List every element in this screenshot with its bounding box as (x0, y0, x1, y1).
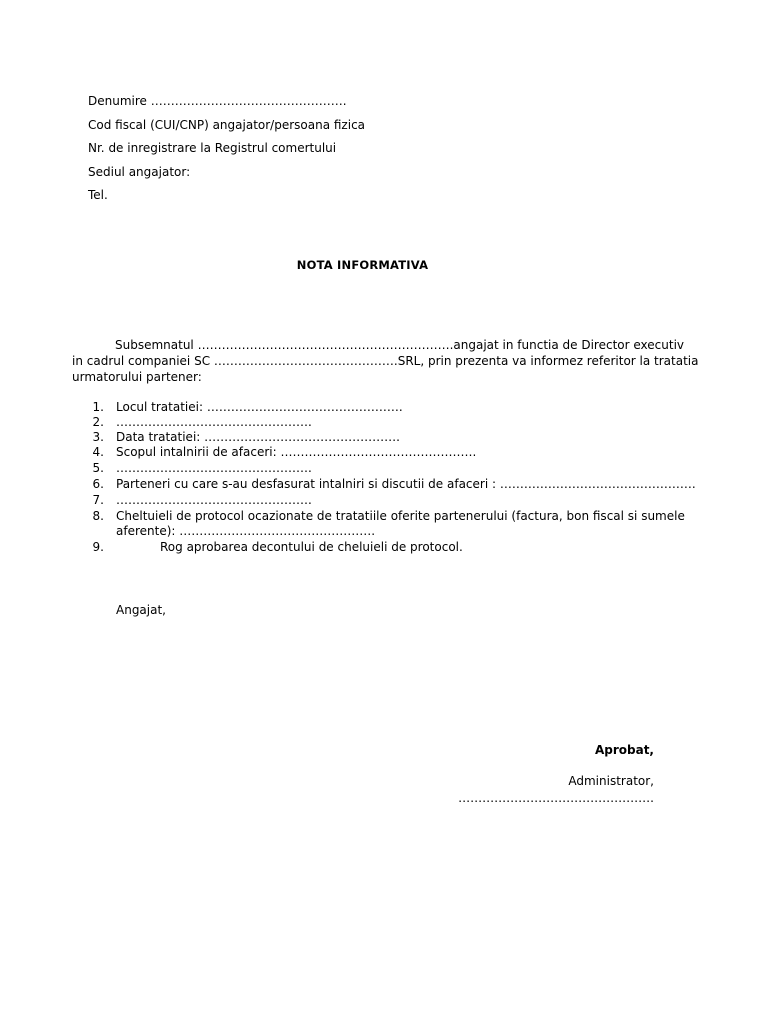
cod-fiscal-line: Cod fiscal (CUI/CNP) angajator/persoana fizica (88, 118, 366, 132)
document-title: NOTA INFORMATIVA (296, 258, 429, 272)
list-item-number: 7. (92, 493, 104, 507)
list-item-text: Locul tratatiei: …………………………………………. (116, 400, 403, 414)
list-item-number: 1. (92, 400, 104, 414)
list-item-number: 6. (92, 477, 104, 491)
list-item-text-continued: aferente): …………………………………………. (116, 524, 376, 538)
list-item-text: …………………………………………. (116, 415, 312, 429)
paragraph-line-1 (115, 337, 685, 353)
sediul-line: Sediul angajator: (88, 165, 191, 179)
list-item-number: 9. (92, 540, 104, 554)
list-item-number: 2. (92, 415, 104, 429)
list-item-text: Parteneri cu care s-au desfasurat intalniri si discutii de afaceri : …………………………………………. (116, 477, 696, 491)
intro-paragraph (72, 337, 699, 385)
list-item-number: 4. (92, 445, 104, 459)
list-item-text: …………………………………………. (116, 461, 312, 475)
list-item-text: Rog aprobarea decontului de cheluieli de protocol. (160, 540, 463, 554)
list-item-text: …………………………………………. (116, 493, 312, 507)
nr-inregistrare-line: Nr. de inregistrare la Registrul comertului (88, 141, 337, 155)
list-item-number: 5. (92, 461, 104, 475)
list-item-number: 3. (92, 430, 104, 444)
companie-text: in cadrul companiei SC ………………………………………. (72, 354, 398, 368)
list-item-number: 8. (92, 509, 104, 523)
functia-text: angajat in functia de Director executiv (453, 338, 685, 352)
administrator-signature-dots: …………………………………………. (458, 791, 654, 805)
aprobat-label: Aprobat, (594, 743, 654, 757)
list-item-text: Scopul intalnirii de afaceri: …………………………………………. (116, 445, 477, 459)
paragraph-line-3: urmatorului partener: (72, 370, 202, 384)
administrator-label: Administrator, (568, 774, 654, 788)
denumire-line: Denumire …………………………………………. (88, 94, 347, 108)
angajat-signature-label: Angajat, (116, 603, 166, 617)
paragraph-line-2 (72, 353, 699, 369)
list-item-text: Data tratatiei: …………………………………………. (116, 430, 400, 444)
srl-text: SRL, prin prezenta va informez referitor la tratatia (397, 354, 699, 368)
subsemnatul-text: Subsemnatul ………………………………………………………. (115, 338, 454, 352)
tel-line: Tel. (88, 188, 108, 202)
list-item-text: Cheltuieli de protocol ocazionate de tratatiile oferite partenerului (factura, bon fiscal si sumele (116, 509, 685, 523)
